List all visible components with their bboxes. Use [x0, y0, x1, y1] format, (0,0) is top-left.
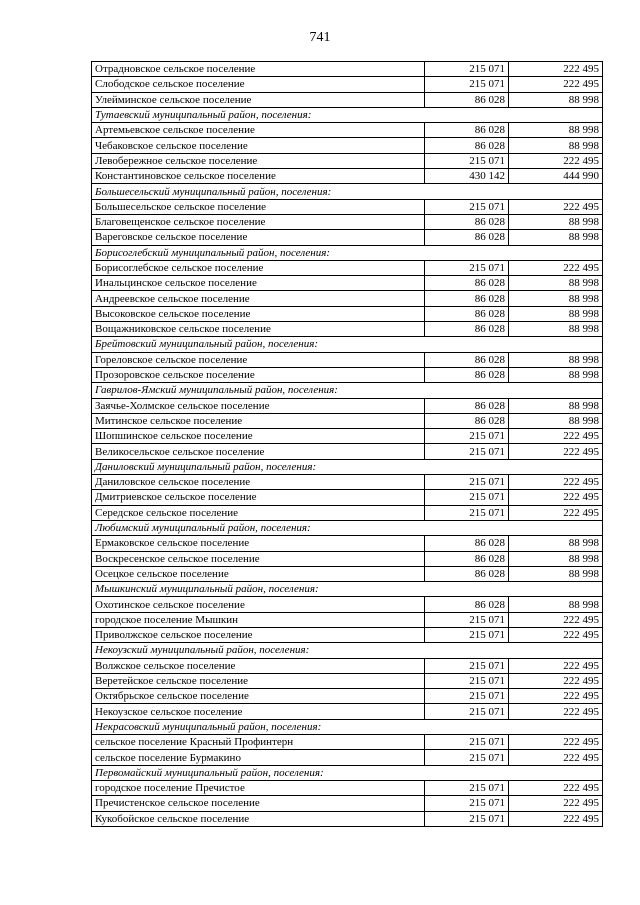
amount-year-1: 215 071: [425, 62, 509, 77]
amount-year-1: 215 071: [425, 689, 509, 704]
table-row: [92, 199, 603, 214]
amount-year-2: 88 998: [509, 92, 603, 107]
amount-year-1: 215 071: [425, 77, 509, 92]
table-row: [92, 62, 603, 77]
settlement-name: Митинское сельское поселение: [92, 413, 425, 428]
settlement-name: Высоковское сельское поселение: [92, 306, 425, 321]
district-name: Брейтовский муниципальный район, поселения:: [92, 337, 603, 352]
district-header-row: [92, 520, 603, 535]
amount-year-2: 88 998: [509, 413, 603, 428]
amount-year-1: 215 071: [425, 673, 509, 688]
table-row: [92, 735, 603, 750]
table-row: [92, 306, 603, 321]
amount-year-2: 222 495: [509, 260, 603, 275]
settlement-name: сельское поселение Бурмакино: [92, 750, 425, 765]
amount-year-2: 222 495: [509, 780, 603, 795]
district-name: Любимский муниципальный район, поселения:: [92, 520, 603, 535]
amount-year-2: 222 495: [509, 199, 603, 214]
amount-year-1: 215 071: [425, 750, 509, 765]
table-row: [92, 230, 603, 245]
settlement-name: Веретейское сельское поселение: [92, 673, 425, 688]
amount-year-1: 215 071: [425, 199, 509, 214]
amount-year-2: 88 998: [509, 597, 603, 612]
amount-year-2: 222 495: [509, 796, 603, 811]
amount-year-2: 222 495: [509, 429, 603, 444]
amount-year-1: 215 071: [425, 505, 509, 520]
amount-year-1: 86 028: [425, 322, 509, 337]
table-row: [92, 536, 603, 551]
amount-year-2: 222 495: [509, 811, 603, 826]
amount-year-1: 86 028: [425, 367, 509, 382]
amount-year-1: 215 071: [425, 490, 509, 505]
district-header-row: [92, 719, 603, 734]
table-row: [92, 658, 603, 673]
amount-year-1: 86 028: [425, 536, 509, 551]
table-row: [92, 214, 603, 229]
amount-year-1: 86 028: [425, 123, 509, 138]
table-row: [92, 322, 603, 337]
settlement-name: Вареговское сельское поселение: [92, 230, 425, 245]
amount-year-2: 222 495: [509, 673, 603, 688]
amount-year-2: 222 495: [509, 627, 603, 642]
amount-year-1: 86 028: [425, 230, 509, 245]
amount-year-1: 86 028: [425, 597, 509, 612]
amount-year-2: 88 998: [509, 230, 603, 245]
district-name: Некоузский муниципальный район, поселения:: [92, 643, 603, 658]
amount-year-2: 88 998: [509, 566, 603, 581]
amount-year-1: 215 071: [425, 429, 509, 444]
amount-year-2: 222 495: [509, 612, 603, 627]
district-name: Первомайский муниципальный район, поселения:: [92, 765, 603, 780]
amount-year-2: 88 998: [509, 276, 603, 291]
amount-year-2: 222 495: [509, 750, 603, 765]
amount-year-2: 222 495: [509, 490, 603, 505]
table-row: [92, 169, 603, 184]
table-row: [92, 796, 603, 811]
settlement-name: Слободское сельское поселение: [92, 77, 425, 92]
settlement-name: городское поселение Мышкин: [92, 612, 425, 627]
amount-year-2: 222 495: [509, 77, 603, 92]
table-body: [92, 62, 603, 827]
settlement-name: Благовещенское сельское поселение: [92, 214, 425, 229]
district-name: Борисоглебский муниципальный район, поселения:: [92, 245, 603, 260]
district-header-row: [92, 337, 603, 352]
table-row: [92, 689, 603, 704]
amount-year-2: 88 998: [509, 123, 603, 138]
amount-year-1: 86 028: [425, 352, 509, 367]
table-row: [92, 276, 603, 291]
settlement-name: Октябрьское сельское поселение: [92, 689, 425, 704]
amount-year-2: 88 998: [509, 367, 603, 382]
amount-year-2: 88 998: [509, 551, 603, 566]
table-row: [92, 413, 603, 428]
table-row: [92, 475, 603, 490]
settlement-name: Середское сельское поселение: [92, 505, 425, 520]
settlement-name: Осецкое сельское поселение: [92, 566, 425, 581]
settlement-name: Инальцинское сельское поселение: [92, 276, 425, 291]
amount-year-2: 222 495: [509, 505, 603, 520]
district-header-row: [92, 383, 603, 398]
amount-year-2: 222 495: [509, 153, 603, 168]
table-row: [92, 138, 603, 153]
settlement-name: Охотинское сельское поселение: [92, 597, 425, 612]
amount-year-1: 86 028: [425, 398, 509, 413]
amount-year-2: 88 998: [509, 322, 603, 337]
amount-year-1: 430 142: [425, 169, 509, 184]
table-row: [92, 77, 603, 92]
table-row: [92, 429, 603, 444]
table-row: [92, 627, 603, 642]
table-row: [92, 444, 603, 459]
settlement-name: Левобережное сельское поселение: [92, 153, 425, 168]
amount-year-1: 86 028: [425, 276, 509, 291]
amount-year-2: 88 998: [509, 398, 603, 413]
district-header-row: [92, 765, 603, 780]
district-header-row: [92, 643, 603, 658]
amount-year-2: 222 495: [509, 735, 603, 750]
settlement-name: Прозоровское сельское поселение: [92, 367, 425, 382]
amount-year-2: 222 495: [509, 475, 603, 490]
settlement-name: Константиновское сельское поселение: [92, 169, 425, 184]
table-row: [92, 704, 603, 719]
table-row: [92, 367, 603, 382]
amount-year-2: 222 495: [509, 689, 603, 704]
amount-year-1: 215 071: [425, 796, 509, 811]
amount-year-1: 86 028: [425, 214, 509, 229]
settlement-name: Шопшинское сельское поселение: [92, 429, 425, 444]
district-header-row: [92, 107, 603, 122]
amount-year-1: 215 071: [425, 444, 509, 459]
settlement-name: Заячье-Холмское сельское поселение: [92, 398, 425, 413]
amount-year-1: 215 071: [425, 811, 509, 826]
amount-year-2: 88 998: [509, 291, 603, 306]
amount-year-1: 215 071: [425, 475, 509, 490]
amount-year-1: 215 071: [425, 658, 509, 673]
settlement-name: Андреевское сельское поселение: [92, 291, 425, 306]
page-number: 741: [309, 30, 331, 45]
amount-year-2: 88 998: [509, 352, 603, 367]
amount-year-1: 86 028: [425, 138, 509, 153]
amount-year-1: 215 071: [425, 260, 509, 275]
district-header-row: [92, 459, 603, 474]
table-row: [92, 92, 603, 107]
amount-year-1: 86 028: [425, 551, 509, 566]
table-row: [92, 566, 603, 581]
amount-year-1: 215 071: [425, 780, 509, 795]
amount-year-2: 222 495: [509, 704, 603, 719]
settlement-name: Кукобойское сельское поселение: [92, 811, 425, 826]
amount-year-1: 215 071: [425, 735, 509, 750]
settlement-budget-table: [91, 61, 603, 827]
settlement-name: Некоузское сельское поселение: [92, 704, 425, 719]
settlement-name: Великосельское сельское поселение: [92, 444, 425, 459]
table-row: [92, 291, 603, 306]
settlement-name: Пречистенское сельское поселение: [92, 796, 425, 811]
district-header-row: [92, 184, 603, 199]
amount-year-1: 215 071: [425, 627, 509, 642]
district-name: Даниловский муниципальный район, поселения:: [92, 459, 603, 474]
amount-year-1: 86 028: [425, 306, 509, 321]
settlement-name: Ермаковское сельское поселение: [92, 536, 425, 551]
district-name: Мышкинский муниципальный район, поселения:: [92, 582, 603, 597]
amount-year-2: 88 998: [509, 536, 603, 551]
amount-year-2: 444 990: [509, 169, 603, 184]
amount-year-2: 222 495: [509, 444, 603, 459]
district-name: Гаврилов-Ямский муниципальный район, поселения:: [92, 383, 603, 398]
settlement-name: Улейминское сельское поселение: [92, 92, 425, 107]
table-row: [92, 398, 603, 413]
table-row: [92, 490, 603, 505]
district-name: Некрасовский муниципальный район, поселения:: [92, 719, 603, 734]
settlement-name: сельское поселение Красный Профинтерн: [92, 735, 425, 750]
settlement-name: Отрадновское сельское поселение: [92, 62, 425, 77]
settlement-name: Приволжское сельское поселение: [92, 627, 425, 642]
table-row: [92, 780, 603, 795]
settlement-name: Чебаковское сельское поселение: [92, 138, 425, 153]
amount-year-1: 215 071: [425, 612, 509, 627]
amount-year-2: 88 998: [509, 306, 603, 321]
district-header-row: [92, 582, 603, 597]
table-row: [92, 673, 603, 688]
table-row: [92, 612, 603, 627]
table-row: [92, 597, 603, 612]
table-row: [92, 811, 603, 826]
table-row: [92, 260, 603, 275]
amount-year-1: 86 028: [425, 291, 509, 306]
table-row: [92, 505, 603, 520]
settlement-name: Гореловское сельское поселение: [92, 352, 425, 367]
amount-year-1: 86 028: [425, 566, 509, 581]
settlement-name: Вощажниковское сельское поселение: [92, 322, 425, 337]
settlement-name: Борисоглебское сельское поселение: [92, 260, 425, 275]
district-name: Тутаевский муниципальный район, поселения:: [92, 107, 603, 122]
amount-year-1: 215 071: [425, 153, 509, 168]
amount-year-1: 215 071: [425, 704, 509, 719]
district-name: Большесельский муниципальный район, поселения:: [92, 184, 603, 199]
settlement-name: Воскресенское сельское поселение: [92, 551, 425, 566]
amount-year-2: 222 495: [509, 62, 603, 77]
amount-year-2: 88 998: [509, 214, 603, 229]
district-header-row: [92, 245, 603, 260]
settlement-name: Волжское сельское поселение: [92, 658, 425, 673]
table-row: [92, 352, 603, 367]
amount-year-2: 222 495: [509, 658, 603, 673]
settlement-name: Дмитриевское сельское поселение: [92, 490, 425, 505]
settlement-name: Артемьевское сельское поселение: [92, 123, 425, 138]
table-row: [92, 551, 603, 566]
amount-year-1: 86 028: [425, 413, 509, 428]
settlement-name: Большесельское сельское поселение: [92, 199, 425, 214]
table-row: [92, 750, 603, 765]
table-row: [92, 153, 603, 168]
amount-year-1: 86 028: [425, 92, 509, 107]
amount-year-2: 88 998: [509, 138, 603, 153]
settlement-name: городское поселение Пречистое: [92, 780, 425, 795]
table-row: [92, 123, 603, 138]
settlement-name: Даниловское сельское поселение: [92, 475, 425, 490]
